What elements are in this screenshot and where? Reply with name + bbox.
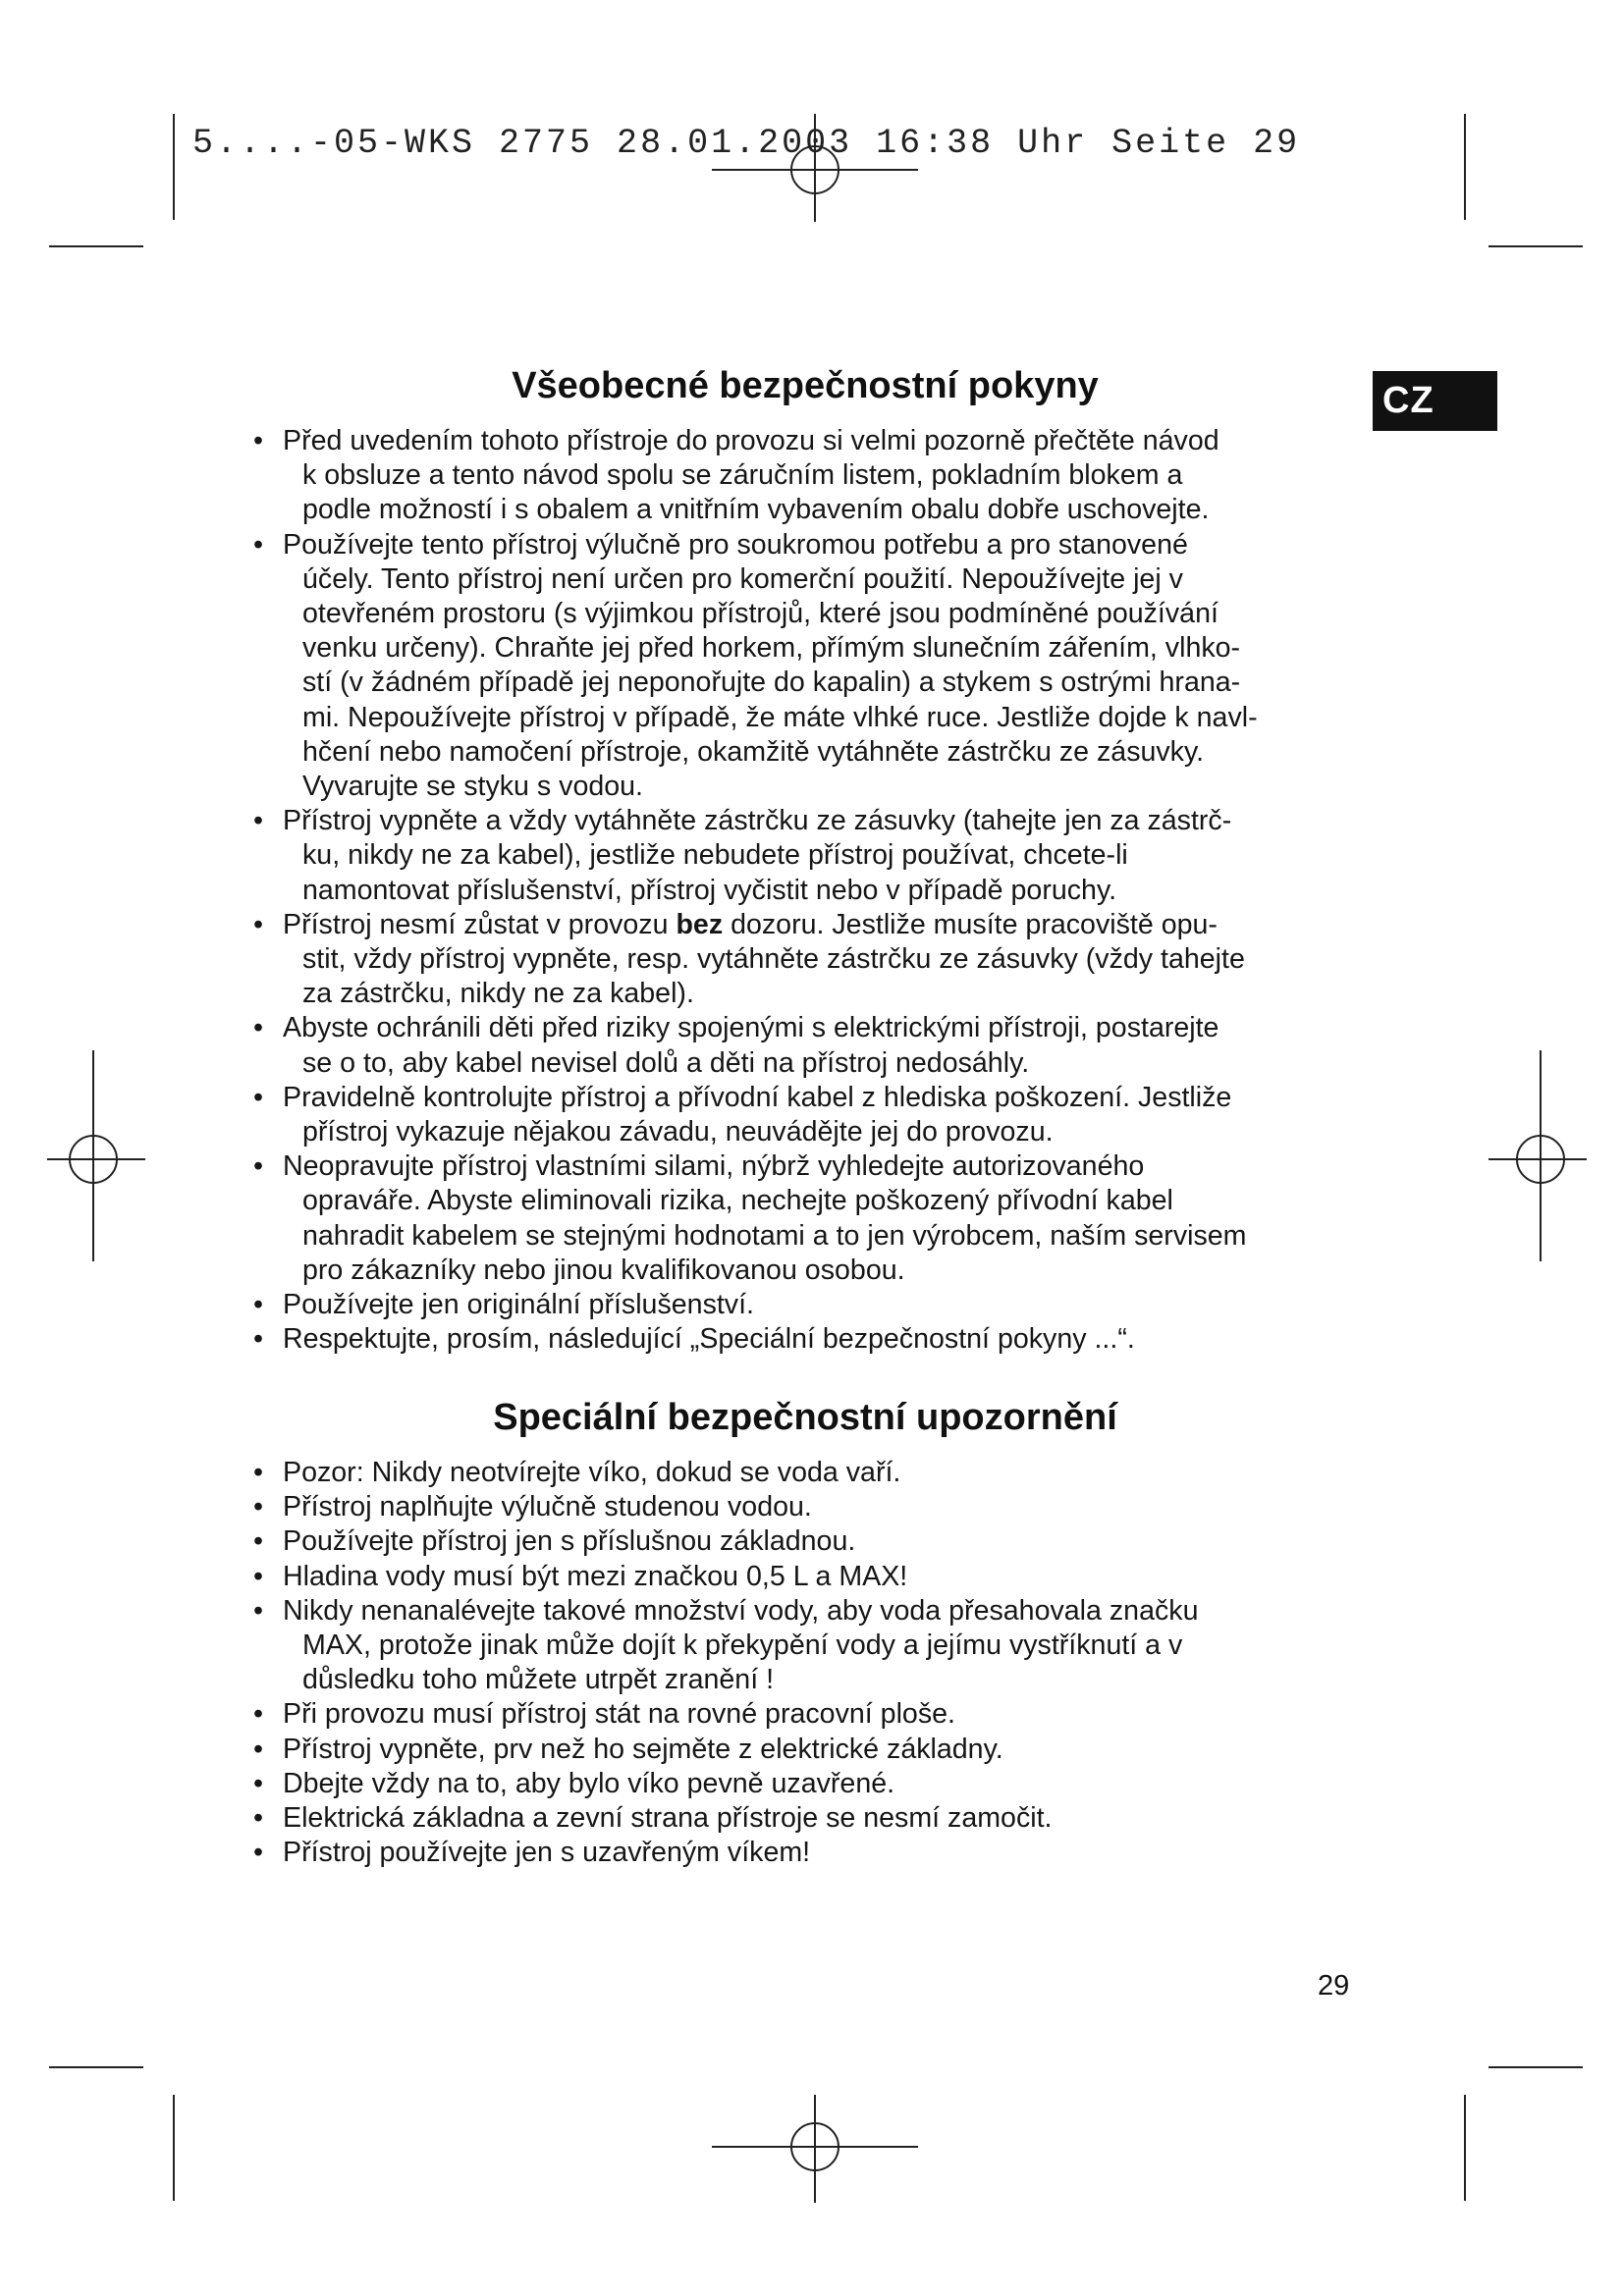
list-item: • Pravidelně kontrolujte přístroj a přívodní kabel z hlediska poškození. Jestliže přístroj vykazuje nějakou závadu, neuvádějte jej do provozu. (253, 1081, 1353, 1149)
item-line: účely. Tento přístroj není určen pro komerční použití. Nepoužívejte jej v (302, 562, 1183, 595)
list-item: • Abyste ochránili děti před riziky spojenými s elektrickými přístroji, postarejte se o to, aby kabel nevisel dolů a děti na přístroj nedosáhly. (253, 1011, 1353, 1080)
item-line: důsledku toho můžete utrpět zranění ! (302, 1664, 775, 1696)
item-line: Používejte jen originální příslušenství. (283, 1289, 754, 1321)
print-slug: 5....-05-WKS 2775 28.01.2003 16:38 Uhr Seite 29 (192, 124, 1301, 163)
item-line: Pravidelně kontrolujte přístroj a přívodní kabel z hlediska poškození. Jestliže (283, 1081, 1232, 1113)
page-number: 29 (1318, 1970, 1350, 2002)
item-line: Přístroj používejte jen s uzavřeným víkem! (283, 1837, 811, 1869)
item-line: Respektujte, prosím, následující „Speciální bezpečnostní pokyny ...“. (283, 1323, 1135, 1356)
registration-mark-left-icon (47, 1050, 145, 1261)
section-title-special-safety: Speciální bezpečnostní upozornění (493, 1397, 1117, 1438)
list-item: • Používejte přístroj jen s příslušnou základnou. (253, 1524, 1353, 1559)
item-line: Používejte tento přístroj výlučně pro soukromou potřebu a pro stanovené (283, 528, 1188, 561)
crop-mark-bottom-left-vertical (173, 2095, 175, 2201)
item-line: Hladina vody musí být mezi značkou 0,5 L a MAX! (283, 1560, 908, 1592)
list-item: • Pozor: Nikdy neotvírejte víko, dokud se voda vaří. (253, 1456, 1353, 1490)
item-line: podle možností i s obalem a vnitřním vybavením obalu dobře uschovejte. (302, 494, 1210, 526)
list-item: • Při provozu musí přístroj stát na rovné pracovní ploše. (253, 1697, 1353, 1732)
item-line: namontovat příslušenství, přístroj vyčistit nebo v případě poruchy. (302, 874, 1117, 906)
section-title-general-safety: Všeobecné bezpečnostní pokyny (512, 365, 1099, 406)
item-line: Abyste ochránili děti před riziky spojenými s elektrickými přístroji, postarejte (283, 1012, 1219, 1044)
list-item: • Hladina vody musí být mezi značkou 0,5 L a MAX! (253, 1560, 1353, 1594)
list-item: • Neopravujte přístroj vlastními silami, nýbrž vyhledejte autorizovaného opraváře. Abyste eliminovali rizika, nechejte poškozený přívodní kabel nahradit kabelem se stejnými hodnotami a to jen výrobcem, naším servisem pro zákazníky nebo jinou kvalifikovanou osobou. (253, 1149, 1353, 1288)
crop-mark-bottom-right-vertical (1464, 2095, 1466, 2201)
crop-mark-top-right-vertical (1464, 114, 1466, 220)
list-item: • Dbejte vždy na to, aby bylo víko pevně uzavřené. (253, 1767, 1353, 1801)
item-line: venku určeny). Chraňte jej před horkem, přímým slunečním zářením, vlhko- (302, 632, 1241, 665)
item-line: Nikdy nenanalévejte takové množství vody, aby voda přesahovala značku (283, 1594, 1199, 1627)
list-item: • Respektujte, prosím, následující „Speciální bezpečnostní pokyny ...“. (253, 1322, 1353, 1357)
emphasis-bez: bez (676, 908, 724, 940)
item-line: Používejte přístroj jen s příslušnou základnou. (283, 1525, 856, 1558)
item-line: opraváře. Abyste eliminovali rizika, nechejte poškozený přívodní kabel (302, 1185, 1173, 1217)
list-item: • Přístroj naplňujte výlučně studenou vodou. (253, 1490, 1353, 1524)
registration-mark-right-icon (1489, 1050, 1587, 1261)
item-line: Přístroj nesmí zůstat v provozu bez dozoru. Jestliže musíte pracoviště opu- (283, 908, 1218, 940)
item-line: Dbejte vždy na to, aby bylo víko pevně uzavřené. (283, 1767, 895, 1799)
registration-mark-bottom-icon (712, 2095, 918, 2203)
item-line: otevřeném prostoru (s výjimkou přístrojů, které jsou podmíněné používání (302, 598, 1218, 630)
list-item: • Elektrická základna a zevní strana přístroje se nesmí zamočit. (253, 1801, 1353, 1836)
language-badge: CZ (1373, 371, 1497, 431)
item-line: Vyvarujte se styku s vodou. (302, 771, 643, 803)
item-line: MAX, protože jinak může dojít k překypění vody a jejímu vystříknutí a v (302, 1629, 1183, 1662)
item-line: se o to, aby kabel nevisel dolů a děti na přístroj nedosáhly. (302, 1046, 1030, 1079)
list-item: • Používejte tento přístroj výlučně pro soukromou potřebu a pro stanovené účely. Tento přístroj není určen pro komerční použití. Nepoužívejte jej v otevřeném prostoru (s výjimkou přístrojů, které jsou podmíněné používání venku určeny). Chraňte jej před horkem, přímým slunečním zářením, vlhko- stí (v žádném případě jej neponořujte do kapalin) a stykem s ostrými hrana- mi. Nepoužívejte přístroj v případě, že máte vlhké ruce. Jestliže dojde k navl- hčení nebo namočení přístroje, okamžitě vytáhněte zástrčku ze zásuvky. Vyvarujte se styku s vodou. (253, 528, 1353, 805)
list-item: • Používejte jen originální příslušenství. (253, 1288, 1353, 1322)
item-line: Přístroj vypněte a vždy vytáhněte zástrčku ze zásuvky (tahejte jen za zástrč- (283, 805, 1232, 837)
crop-mark-top-left-vertical (173, 114, 175, 220)
item-line: pro zákazníky nebo jinou kvalifikovanou osobou. (302, 1254, 905, 1286)
item-line: ku, nikdy ne za kabel), jestliže nebudete přístroj používat, chcete-li (302, 839, 1128, 872)
item-line: hčení nebo namočení přístroje, okamžitě vytáhněte zástrčku ze zásuvky. (302, 735, 1205, 768)
general-safety-list (253, 424, 1353, 1357)
item-line: za zástrčku, nikdy ne za kabel). (302, 978, 694, 1010)
item-line: přístroj vykazuje nějakou závadu, neuvádějte jej do provozu. (302, 1116, 1054, 1148)
item-line: mi. Nepoužívejte přístroj v případě, že máte vlhké ruce. Jestliže dojde k navl- (302, 701, 1258, 733)
list-item: • Přístroj vypněte a vždy vytáhněte zástrčku ze zásuvky (tahejte jen za zástrč- ku, nikdy ne za kabel), jestliže nebudete přístroj používat, chcete-li namontovat příslušenství, přístroj vyčistit nebo v případě poruchy. (253, 804, 1353, 908)
item-line: stí (v žádném případě jej neponořujte do kapalin) a stykem s ostrými hrana- (302, 667, 1241, 699)
item-line: Neopravujte přístroj vlastními silami, nýbrž vyhledejte autorizovaného (283, 1150, 1145, 1183)
list-item: • Přístroj používejte jen s uzavřeným víkem! (253, 1836, 1353, 1870)
item-line: nahradit kabelem se stejnými hodnotami a to jen výrobcem, naším servisem (302, 1219, 1247, 1252)
special-safety-list (253, 1456, 1353, 1870)
item-line: Při provozu musí přístroj stát na rovné pracovní ploše. (283, 1698, 955, 1731)
crop-mark-bottom-left-horizontal (49, 2066, 143, 2068)
crop-mark-bottom-right-horizontal (1489, 2066, 1583, 2068)
item-line: Přístroj naplňujte výlučně studenou vodou. (283, 1491, 812, 1523)
list-item: • Před uvedením tohoto přístroje do provozu si velmi pozorně přečtěte návod k obsluze a tento návod spolu se záručním listem, pokladním blokem a podle možností i s obalem a vnitřním vybavením obalu dobře uschovejte. (253, 424, 1353, 528)
item-line: k obsluze a tento návod spolu se záručním listem, pokladním blokem a (302, 459, 1183, 492)
list-item: • Nikdy nenanalévejte takové množství vody, aby voda přesahovala značku MAX, protože jinak může dojít k překypění vody a jejímu vystříknutí a v důsledku toho můžete utrpět zranění ! (253, 1594, 1353, 1698)
list-item: • Přístroj vypněte, prv než ho sejměte z elektrické základny. (253, 1733, 1353, 1767)
item-line: stit, vždy přístroj vypněte, resp. vytáhněte zástrčku ze zásuvky (vždy tahejte (302, 943, 1245, 976)
list-item: • Přístroj nesmí zůstat v provozu bez dozoru. Jestliže musíte pracoviště opu- stit, vždy přístroj vypněte, resp. vytáhněte zástrčku ze zásuvky (vždy tahejte za zástrčku, nikdy ne za kabel). (253, 908, 1353, 1012)
crop-mark-top-right-horizontal (1489, 245, 1583, 247)
crop-mark-top-left-horizontal (49, 245, 143, 247)
item-line: Elektrická základna a zevní strana přístroje se nesmí zamočit. (283, 1802, 1053, 1835)
item-line: Před uvedením tohoto přístroje do provozu si velmi pozorně přečtěte návod (283, 425, 1219, 456)
item-line: Přístroj vypněte, prv než ho sejměte z elektrické základny. (283, 1733, 1003, 1765)
item-line: Pozor: Nikdy neotvírejte víko, dokud se voda vaří. (283, 1457, 901, 1488)
